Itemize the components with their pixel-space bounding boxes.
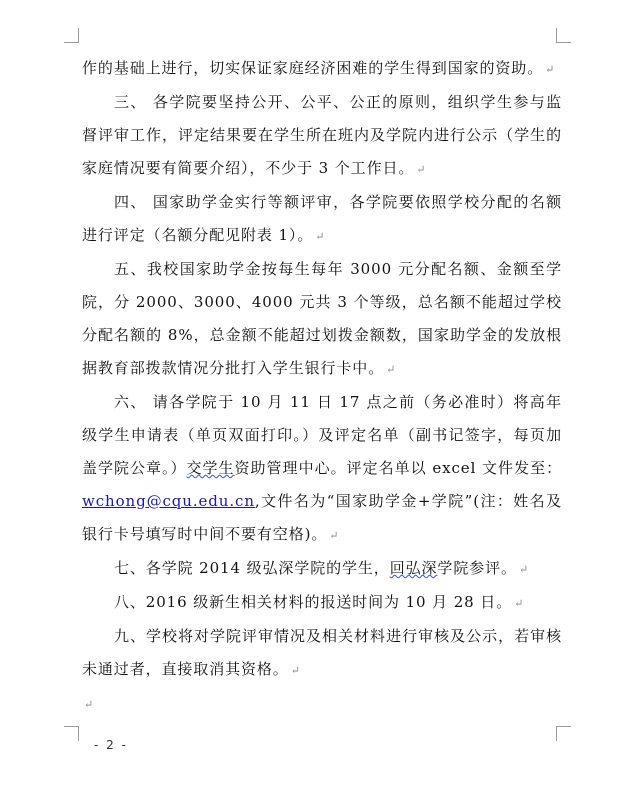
paragraph-mark-icon: ↵: [329, 529, 339, 542]
paragraph-continued: [82, 52, 562, 86]
crop-mark-top-right: [556, 28, 571, 43]
paragraph-mark-icon: ↵: [545, 63, 555, 76]
paragraph-text-before: 七、各学院 2014 级弘深学院的学生，: [114, 559, 390, 577]
paragraph-text-middle: 资助管理中心。评定名单以 excel 文件发至：: [234, 459, 562, 477]
paragraph-mark-icon: ↵: [290, 664, 300, 677]
email-link[interactable]: wchong@cqu.edu.cn: [82, 492, 255, 510]
document-body[interactable]: [82, 52, 562, 720]
paragraph-mark-icon: ↵: [315, 230, 325, 243]
paragraph-text: 五、我校国家助学金按每生每年 3000 元分配名额、金额至学院，分 2000、3000、4000 元共 3 个等级，总名额不能超过学校分配名额的 8%，总金额不能超过划拨金额数，国家助学金的发放根据教育部拨款情况分批打入学生银行卡中。: [82, 260, 562, 377]
paragraph-item-7: [82, 552, 562, 586]
paragraph-mark-icon: ↵: [514, 597, 524, 610]
grammar-flagged-text[interactable]: 交学生: [186, 459, 235, 477]
paragraph-mark-icon: ↵: [386, 363, 396, 376]
paragraph-item-6: [82, 386, 562, 552]
paragraph-text-after: 学院参评。: [437, 559, 517, 577]
paragraph-item-4: [82, 186, 562, 253]
paragraph-text-before: 六、 请各学院于 10 月 11 日 17 点之前（务必准时）将高年级学生申请表（单页双面打印。）及评定名单（副书记签字，每页加盖学院公章。）: [82, 393, 562, 477]
grammar-flagged-text[interactable]: 回弘深: [389, 559, 438, 577]
paragraph-text: 三、 各学院要坚持公开、公平、公正的原则，组织学生参与监督评审工作，评定结果要在学生所在班内及学院内进行公示（学生的家庭情况要有简要介绍），不少于 3 个工作日。: [82, 93, 562, 177]
page-number: - 2 -: [94, 738, 128, 752]
paragraph-text: 四、 国家助学金实行等额评审，各学院要依照学校分配的名额进行评定（名额分配见附表 1）。: [82, 193, 562, 244]
paragraph-item-5: [82, 253, 562, 386]
crop-mark-top-left: [64, 28, 79, 43]
crop-mark-bottom-right: [556, 726, 571, 741]
crop-mark-bottom-left: [64, 726, 79, 741]
paragraph-text: 八、2016 级新生相关材料的报送时间为 10 月 28 日。: [114, 593, 513, 611]
paragraph-mark-icon: ↵: [518, 563, 529, 576]
paragraph-text: 作的基础上进行，切实保证家庭经济困难的学生得到国家的资助。: [82, 59, 544, 77]
paragraph-mark-icon: ↵: [416, 163, 426, 176]
paragraph-item-8: [82, 586, 562, 620]
empty-paragraph: [82, 687, 562, 720]
paragraph-item-9: [82, 620, 562, 687]
paragraph-mark-icon: ↵: [84, 698, 94, 711]
paragraph-text-after: ,文件名为“国家助学金+学院”(注：姓名及银行卡号填写时中间不要有空格)。: [82, 492, 562, 543]
paragraph-item-3: [82, 86, 562, 186]
paragraph-text: 九、学校将对学院评审情况及相关材料进行审核及公示，若审核未通过者，直接取消其资格。: [82, 627, 562, 678]
